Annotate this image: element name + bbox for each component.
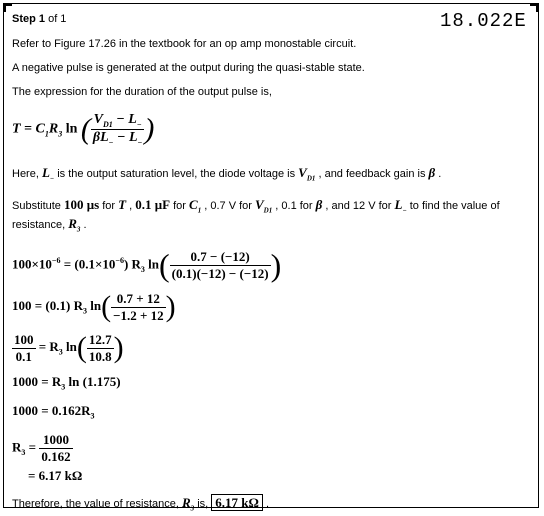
substitute-line: Substitute 100 μs for T , 0.1 μF for $C_1$ , 0.7 V for $V_{D1}$ , 0.1 for β , and 12 V for $L_-$ to find the value of: [12, 197, 500, 215]
equation-6: $R_3$ = $\frac{1000}{0.162}$: [12, 432, 71, 464]
equation-5: $1000 = 0.162R_3$: [12, 403, 95, 421]
step-count: of 1: [48, 13, 67, 25]
expression-line: The expression for the duration of the output pulse is,: [12, 86, 272, 98]
step-label: Step 1: [12, 13, 46, 25]
intro-line: Refer to Figure 17.26 in the textbook for an op amp monostable circuit.: [12, 38, 357, 50]
corner-mark: [4, 4, 12, 12]
step-indicator: [12, 12, 66, 26]
answer-box: 6.17 kΩ: [211, 494, 263, 511]
equation-4: $1000 = R_3$ ln (1.175): [12, 374, 121, 392]
corner-mark: [530, 4, 538, 12]
definition-line: Here, $L_-$ is the output saturation level, the diode voltage is $V_{D1}$ , and feedback gain is β .: [12, 165, 442, 183]
equation-3: $\frac{100}{0.1}$ = $R_3$ ln( $\frac{12.7}{10.8}$ ): [14, 331, 124, 364]
equation-1: $100\times 10^{-6} = (0.1\times 10^{-6})$ $R_3$ ln( $\frac{0.7 - (-12)}{(0.1)(-12) - (-12)}$ ): [12, 247, 282, 283]
pulse-duration-formula: $T = C_1R_3$ ln ( $\frac{V_{D1} - L_-}{\beta L_- - L_-}$ ): [12, 112, 155, 147]
conclusion-line: Therefore, the value of resistance, $R_3$ is, 6.17 kΩ .: [12, 495, 270, 513]
equation-2: 100 = (0.1) $R_3$ ln( $\frac{0.7 + 12}{-1.2 + 12}$ ): [12, 290, 176, 323]
problem-code: 18.022E: [440, 10, 527, 32]
equation-result: = 6.17 kΩ: [28, 468, 83, 483]
pulse-line: A negative pulse is generated at the output during the quasi-stable state.: [12, 62, 365, 74]
resistance-line: resistance, $R_3$ .: [12, 216, 87, 234]
